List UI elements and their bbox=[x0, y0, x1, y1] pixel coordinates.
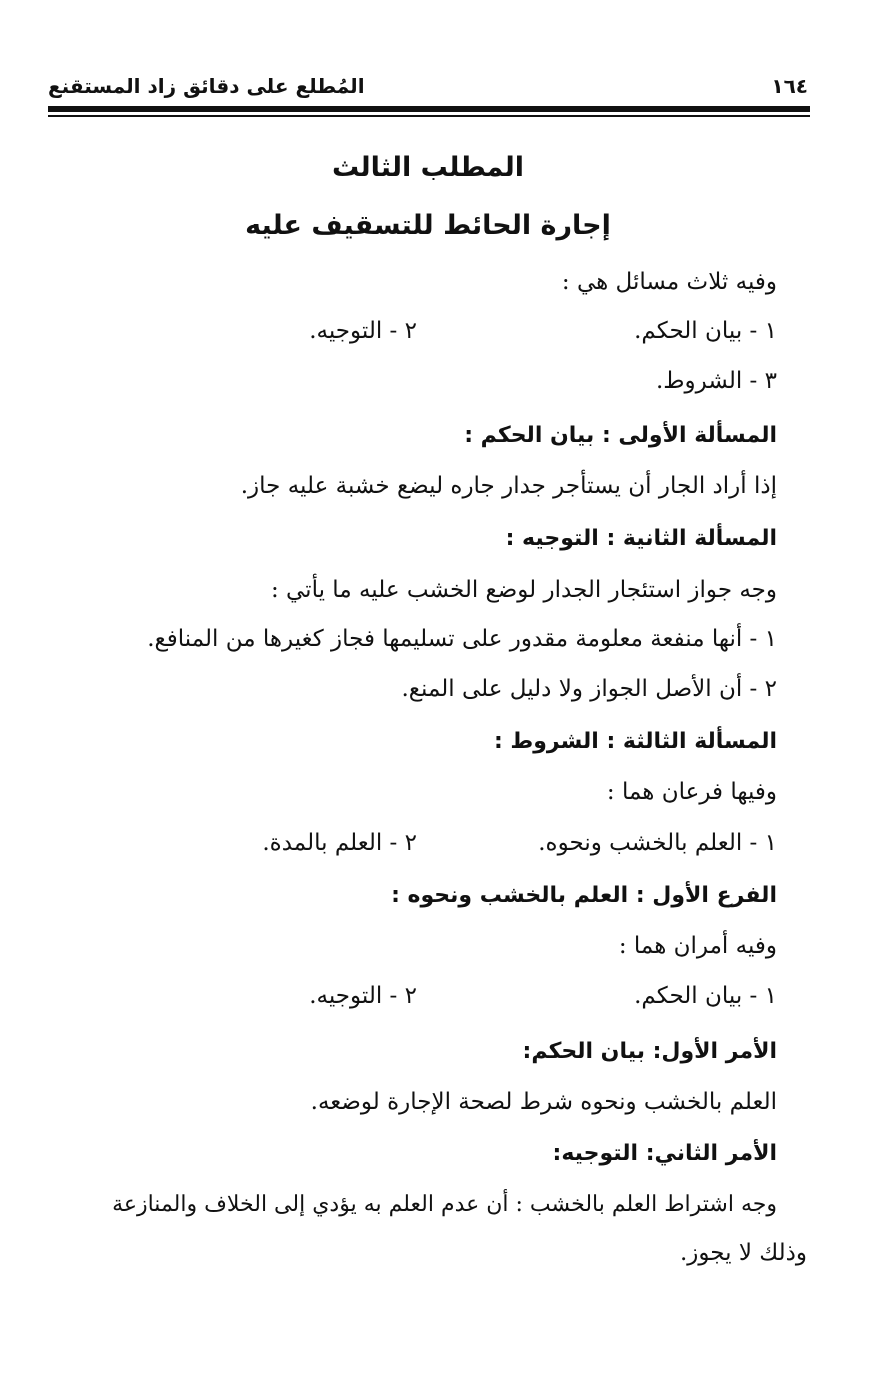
list-item: ١ - بيان الحكم. bbox=[634, 318, 777, 344]
list-item: ١ - أنها منفعة معلومة مقدور على تسليمها فجاز كغيرها من المنافع. bbox=[147, 626, 777, 652]
question-1-heading: المسألة الأولى : بيان الحكم : bbox=[464, 423, 777, 448]
branch-1-items-row bbox=[257, 979, 777, 1013]
list-item: ٢ - العلم بالمدة. bbox=[262, 830, 417, 856]
list-item: ٣ - الشروط. bbox=[655, 368, 777, 394]
list-item: ١ - العلم بالخشب ونحوه. bbox=[538, 830, 777, 856]
question-3-text: وفيها فرعان هما : bbox=[606, 779, 777, 805]
list-item: ٢ - التوجيه. bbox=[309, 318, 417, 344]
question-3-heading: المسألة الثالثة : الشروط : bbox=[493, 729, 777, 754]
branch-1-heading: الفرع الأول : العلم بالخشب ونحوه : bbox=[391, 883, 777, 908]
intro-text: وفيه ثلاث مسائل هي : bbox=[561, 269, 777, 295]
question-1-text: إذا أراد الجار أن يستأجر جدار جاره ليضع خشبة عليه جاز. bbox=[240, 473, 777, 499]
matter-2-text-line-2: وذلك لا يجوز. bbox=[679, 1240, 807, 1266]
list-item: ٢ - التوجيه. bbox=[309, 983, 417, 1009]
book-title: المُطلع على دقائق زاد المستقنع bbox=[48, 74, 365, 98]
question-2-heading: المسألة الثانية : التوجيه : bbox=[505, 526, 777, 551]
question-3-items-row bbox=[257, 826, 777, 860]
running-header bbox=[48, 70, 808, 98]
header-rule-thin bbox=[48, 115, 810, 117]
matter-2-heading: الأمر الثاني: التوجيه: bbox=[552, 1141, 777, 1166]
matter-2-text-line-1: وجه اشتراط العلم بالخشب : أن عدم العلم به يؤدي إلى الخلاف والمنازعة bbox=[112, 1192, 777, 1217]
branch-1-text: وفيه أمران هما : bbox=[618, 933, 777, 959]
intro-items-row bbox=[257, 314, 777, 348]
question-2-text: وجه جواز استئجار الجدار لوضع الخشب عليه ما يأتي : bbox=[270, 577, 777, 603]
header-rule-thick bbox=[48, 106, 810, 112]
matter-1-text: العلم بالخشب ونحوه شرط لصحة الإجارة لوضعه. bbox=[310, 1089, 777, 1115]
section-title: المطلب الثالث bbox=[331, 152, 525, 183]
page-number: ١٦٤ bbox=[771, 74, 808, 98]
section-subtitle: إجارة الحائط للتسقيف عليه bbox=[245, 210, 611, 241]
matter-1-heading: الأمر الأول: بيان الحكم: bbox=[522, 1039, 777, 1064]
list-item: ١ - بيان الحكم. bbox=[634, 983, 777, 1009]
list-item: ٢ - أن الأصل الجواز ولا دليل على المنع. bbox=[401, 676, 777, 702]
